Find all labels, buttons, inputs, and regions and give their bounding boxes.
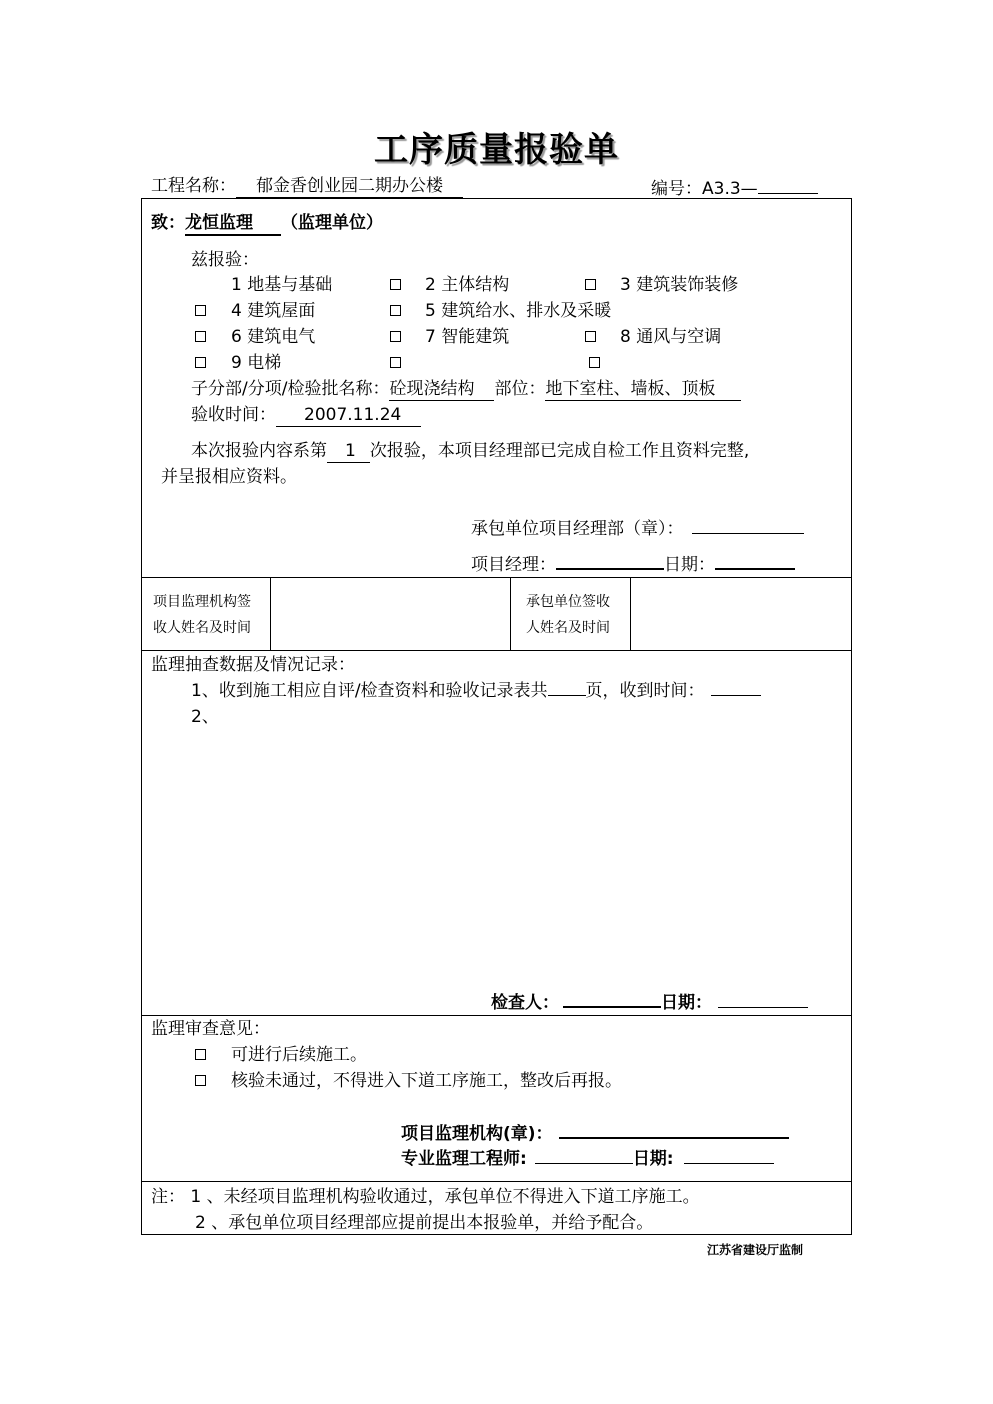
code-row (651, 175, 818, 200)
item-6 (231, 326, 315, 348)
item-label: 地基与基础 (247, 275, 333, 295)
inspector-label: 检查人： (491, 993, 559, 1013)
inspector-date-field[interactable] (718, 1007, 808, 1008)
project-name-row (151, 175, 463, 198)
checkbox-item-9[interactable] (195, 357, 206, 368)
statement-line-2: 并呈报相应资料。 (161, 467, 297, 487)
sub-item-field[interactable] (389, 378, 494, 401)
project-name-value: 郁金香创业园二期办公楼 (256, 176, 443, 196)
sub-item-label: 子分部/分项/检验批名称： (191, 379, 390, 399)
item-4 (231, 300, 315, 322)
review-title: 监理审查意见： (151, 1019, 270, 1039)
recipient-suffix: （监理单位） (281, 213, 383, 233)
inspection-title: 监理抽查数据及情况记录： (151, 655, 355, 675)
inspector-date-label: 日期： (661, 993, 712, 1013)
contractor-sign-label-1: 承包单位签收 (526, 594, 610, 610)
item-num: 3 (620, 275, 631, 295)
recipient-value: 龙恒监理 (185, 213, 253, 233)
to-label: 致： (151, 213, 185, 233)
inspector-field[interactable] (563, 1006, 661, 1008)
inspection-line-1 (191, 680, 761, 702)
contractor-dept-field[interactable] (692, 533, 804, 534)
engineer-field[interactable] (535, 1163, 633, 1164)
supervision-org-field[interactable] (559, 1137, 789, 1139)
supervisor-sign-field[interactable] (271, 578, 510, 650)
item-label: 主体结构 (441, 275, 510, 295)
inspection-line-1-pre: 1、收到施工相应自评/检查资料和验收记录表共 (191, 681, 548, 701)
inspection-line-1-mid: 页，收到时间： (585, 681, 705, 701)
location-field[interactable] (545, 378, 741, 401)
engineer-date-label: 日期: (632, 1149, 674, 1169)
report-count-field[interactable] (327, 440, 370, 463)
item-num: 2 (425, 275, 436, 295)
supervisor-sign-label (153, 589, 251, 641)
inspection-line-2[interactable]: 2、 (191, 707, 219, 727)
checkbox-blank-2[interactable] (589, 357, 600, 368)
issuer-footer: 江苏省建设厅监制 (707, 1243, 804, 1257)
page-count-field[interactable] (548, 695, 586, 696)
pm-date-field[interactable] (715, 568, 795, 570)
received-time-field[interactable] (711, 695, 761, 696)
item-label: 通风与空调 (636, 327, 722, 347)
checkbox-item-6[interactable] (195, 331, 206, 342)
item-num: 8 (620, 327, 631, 347)
item-num: 4 (231, 301, 242, 321)
item-5 (425, 300, 611, 322)
item-7 (425, 326, 509, 348)
checkbox-item-4[interactable] (195, 305, 206, 316)
statement-line-1 (191, 440, 749, 463)
engineer-label: 专业监理工程师: (401, 1149, 527, 1169)
supervision-org-row (401, 1123, 789, 1145)
checkbox-item-2[interactable] (390, 279, 401, 290)
checkbox-review-reject[interactable] (195, 1075, 206, 1086)
code-number-field[interactable] (758, 175, 818, 194)
checkbox-item-8[interactable] (585, 331, 596, 342)
supervisor-sign-label-2: 收人姓名及时间 (153, 620, 251, 636)
item-label: 建筑给水、排水及采暖 (441, 301, 612, 321)
report-intro: 兹报验： (191, 250, 259, 270)
divider (141, 1181, 852, 1182)
location-value: 地下室柱、墙板、顶板 (545, 379, 716, 399)
recipient-row (151, 212, 383, 236)
contractor-dept-row (471, 518, 804, 540)
engineer-row (401, 1148, 774, 1170)
location-label: 部位： (494, 379, 546, 399)
pm-row (471, 554, 795, 576)
statement-post: 次报验，本项目经理部已完成自检工作且资料完整, (369, 441, 750, 461)
sub-item-row (191, 378, 741, 401)
project-name-field[interactable] (236, 175, 463, 198)
item-label: 建筑装饰装修 (636, 275, 739, 295)
project-label: 工程名称： (151, 176, 236, 196)
contractor-sign-label (526, 589, 610, 641)
divider (141, 1015, 852, 1016)
item-3 (620, 274, 738, 296)
pm-date-label: 日期： (664, 555, 715, 575)
checkbox-review-continue[interactable] (195, 1049, 206, 1060)
checkbox-item-3[interactable] (585, 279, 596, 290)
engineer-date-field[interactable] (684, 1163, 774, 1164)
checkbox-item-5[interactable] (390, 305, 401, 316)
review-option-continue: 可进行后续施工。 (231, 1045, 367, 1065)
checkbox-blank-1[interactable] (390, 357, 401, 368)
contractor-sign-label-2: 人姓名及时间 (526, 620, 610, 636)
acceptance-time-label: 验收时间： (191, 405, 276, 425)
statement-pre: 本次报验内容系第 (191, 441, 327, 461)
pm-label: 项目经理： (471, 555, 556, 575)
report-count-value: 1 (345, 441, 356, 461)
item-8 (620, 326, 721, 348)
pm-field[interactable] (556, 568, 664, 570)
acceptance-time-field[interactable] (276, 404, 421, 427)
item-1[interactable] (231, 274, 332, 296)
item-num: 6 (231, 327, 242, 347)
item-9 (231, 352, 281, 374)
item-label: 智能建筑 (441, 327, 510, 347)
acceptance-time-value: 2007.11.24 (304, 405, 402, 425)
note-1: 注： 1 、未经项目监理机构验收通过，承包单位不得进入下道工序施工。 (151, 1187, 700, 1207)
divider (141, 650, 852, 651)
code-label: 编号： (651, 179, 702, 199)
item-num: 1 (231, 275, 242, 295)
code-value: A3.3— (702, 179, 758, 199)
checkbox-item-7[interactable] (390, 331, 401, 342)
item-label: 建筑电气 (247, 327, 316, 347)
recipient-field[interactable] (185, 212, 281, 236)
item-num: 5 (425, 301, 436, 321)
sub-item-value: 砼现浇结构 (389, 379, 475, 399)
item-num: 7 (425, 327, 436, 347)
divider (510, 577, 511, 650)
contractor-sign-field[interactable] (631, 578, 851, 650)
supervision-org-label: 项目监理机构(章)： (401, 1124, 553, 1144)
item-label: 电梯 (247, 353, 282, 373)
page-title: 工序质量报验单 (374, 130, 619, 170)
review-option-reject: 核验未通过，不得进入下道工序施工，整改后再报。 (231, 1071, 622, 1091)
acceptance-time-row (191, 404, 421, 427)
inspector-row (491, 992, 808, 1014)
supervisor-sign-label-1: 项目监理机构签 (153, 594, 251, 610)
item-num: 9 (231, 353, 242, 373)
item-2 (425, 274, 509, 296)
note-2: 2 、承包单位项目经理部应提前提出本报验单，并给予配合。 (195, 1213, 654, 1233)
contractor-dept-label: 承包单位项目经理部（章）： (471, 519, 684, 539)
item-label: 建筑屋面 (247, 301, 316, 321)
